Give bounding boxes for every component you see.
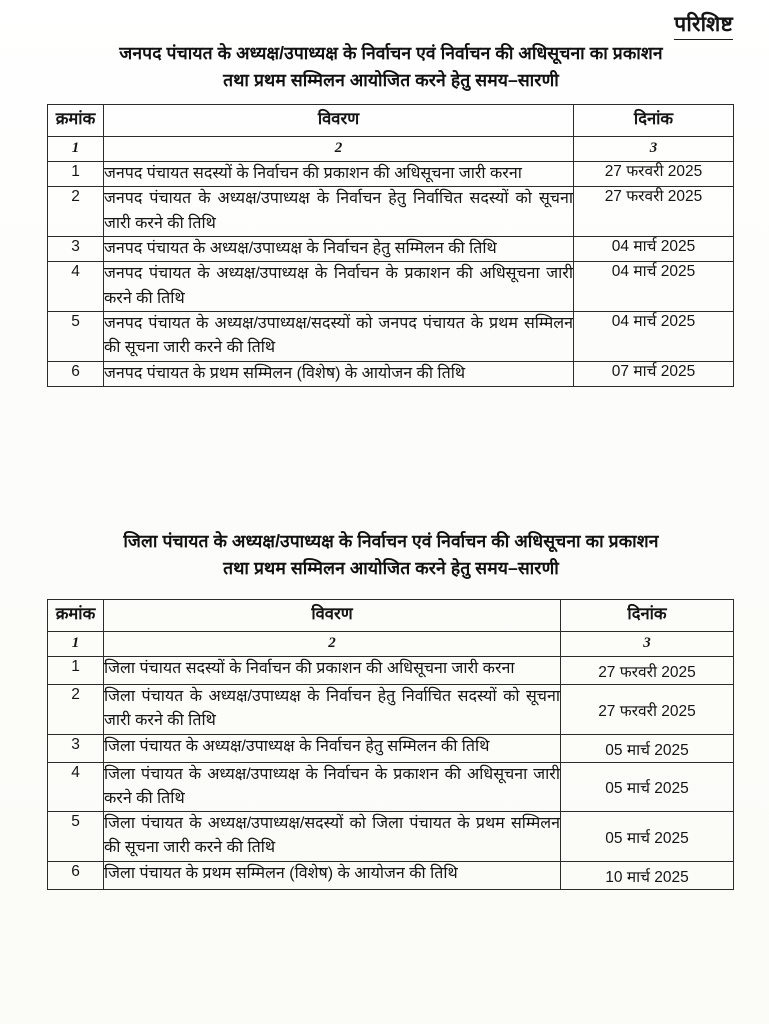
cell-description: जनपद पंचायत के प्रथम सम्मिलन (विशेष) के आयोजन की तिथि [104, 361, 574, 386]
cell-description: जनपद पंचायत के अध्यक्ष/उपाध्यक्ष/सदस्यों को जनपद पंचायत के प्रथम सम्मिलन की सूचना जारी करने की तिथि [104, 311, 574, 361]
table-row [48, 861, 734, 889]
cell-description: जनपद पंचायत सदस्यों के निर्वाचन की प्रकाशन की अधिसूचना जारी करना [104, 162, 574, 187]
cell-sno: 5 [48, 812, 104, 862]
column-header-sno: क्रमांक [48, 600, 104, 632]
cell-sno: 5 [48, 311, 104, 361]
cell-sno: 1 [48, 657, 104, 685]
table-row [48, 812, 734, 862]
appendix-label-wrapper [674, 12, 733, 40]
table-row [48, 762, 734, 812]
cell-description: जनपद पंचायत के अध्यक्ष/उपाध्यक्ष के निर्वाचन हेतु सम्मिलन की तिथि [104, 236, 574, 261]
column-header-description: विवरण [104, 105, 574, 137]
cell-date: 10 मार्च 2025 [561, 861, 734, 889]
column-header-date: दिनांक [574, 105, 734, 137]
cell-sno: 6 [48, 361, 104, 386]
appendix-label: परिशिष्ट [674, 12, 733, 40]
cell-sno: 3 [48, 734, 104, 762]
table-row [48, 734, 734, 762]
cell-date: 05 मार्च 2025 [561, 762, 734, 812]
schedule-table-zila [47, 599, 734, 890]
column-number-2: 2 [104, 631, 561, 656]
cell-date: 04 मार्च 2025 [574, 236, 734, 261]
table-column-number-row [48, 631, 734, 656]
table-row [48, 657, 734, 685]
cell-sno: 6 [48, 861, 104, 889]
table-row [48, 361, 734, 386]
cell-description: जिला पंचायत के अध्यक्ष/उपाध्यक्ष के निर्वाचन के प्रकाशन की अधिसूचना जारी करने की तिथि [104, 762, 561, 812]
section-heading-line1: जिला पंचायत के अध्यक्ष/उपाध्यक्ष के निर्वाचन एवं निर्वाचन की अधिसूचना का प्रकाशन [123, 531, 659, 551]
cell-description: जनपद पंचायत के अध्यक्ष/उपाध्यक्ष के निर्वाचन हेतु निर्वाचित सदस्यों को सूचना जारी करने की तिथि [104, 187, 574, 237]
section-heading-janpad [46, 40, 736, 94]
cell-date: 04 मार्च 2025 [574, 311, 734, 361]
table-row [48, 236, 734, 261]
section-heading-line1: जनपद पंचायत के अध्यक्ष/उपाध्यक्ष के निर्वाचन एवं निर्वाचन की अधिसूचना का प्रकाशन [119, 43, 663, 63]
table-header-row [48, 600, 734, 632]
table-row [48, 311, 734, 361]
cell-date: 05 मार्च 2025 [561, 812, 734, 862]
column-number-3: 3 [574, 136, 734, 161]
schedule-table-janpad [47, 104, 734, 387]
column-number-1: 1 [48, 136, 104, 161]
section-heading-zila [46, 528, 736, 582]
table-header-row [48, 105, 734, 137]
cell-description: जिला पंचायत के अध्यक्ष/उपाध्यक्ष के निर्वाचन हेतु सम्मिलन की तिथि [104, 734, 561, 762]
cell-sno: 2 [48, 187, 104, 237]
cell-sno: 2 [48, 684, 104, 734]
cell-date: 27 फरवरी 2025 [574, 187, 734, 237]
section-heading-line2: तथा प्रथम सम्मिलन आयोजित करने हेतु समय–सारणी [223, 558, 559, 579]
cell-date: 27 फरवरी 2025 [561, 657, 734, 685]
column-header-sno: क्रमांक [48, 105, 104, 137]
cell-description: जिला पंचायत के अध्यक्ष/उपाध्यक्ष के निर्वाचन हेतु निर्वाचित सदस्यों को सूचना जारी करने की तिथि [104, 684, 561, 734]
column-header-description: विवरण [104, 600, 561, 632]
column-number-2: 2 [104, 136, 574, 161]
table-row [48, 262, 734, 312]
cell-date: 27 फरवरी 2025 [561, 684, 734, 734]
table-row [48, 684, 734, 734]
cell-description: जिला पंचायत के अध्यक्ष/उपाध्यक्ष/सदस्यों को जिला पंचायत के प्रथम सम्मिलन की सूचना जारी करने की तिथि [104, 812, 561, 862]
cell-sno: 4 [48, 762, 104, 812]
cell-date: 04 मार्च 2025 [574, 262, 734, 312]
table-column-number-row [48, 136, 734, 161]
cell-date: 27 फरवरी 2025 [574, 162, 734, 187]
cell-date: 05 मार्च 2025 [561, 734, 734, 762]
table-row [48, 162, 734, 187]
cell-description: जनपद पंचायत के अध्यक्ष/उपाध्यक्ष के निर्वाचन के प्रकाशन की अधिसूचना जारी करने की तिथि [104, 262, 574, 312]
column-number-3: 3 [561, 631, 734, 656]
column-header-date: दिनांक [561, 600, 734, 632]
cell-description: जिला पंचायत के प्रथम सम्मिलन (विशेष) के आयोजन की तिथि [104, 861, 561, 889]
column-number-1: 1 [48, 631, 104, 656]
cell-description: जिला पंचायत सदस्यों के निर्वाचन की प्रकाशन की अधिसूचना जारी करना [104, 657, 561, 685]
section-heading-line2: तथा प्रथम सम्मिलन आयोजित करने हेतु समय–सारणी [223, 70, 559, 91]
cell-date: 07 मार्च 2025 [574, 361, 734, 386]
table-row [48, 187, 734, 237]
cell-sno: 1 [48, 162, 104, 187]
cell-sno: 4 [48, 262, 104, 312]
cell-sno: 3 [48, 236, 104, 261]
